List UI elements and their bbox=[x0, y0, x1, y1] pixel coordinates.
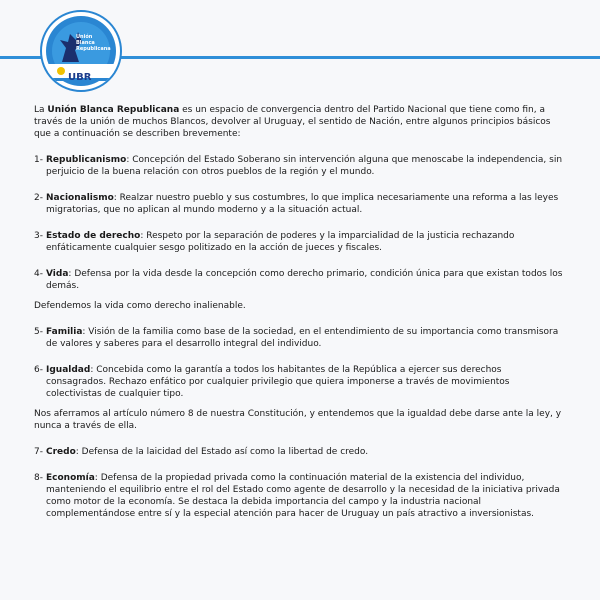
igualdad-note: Nos aferramos al artículo número 8 de nuestra Constitución, y entendemos que la igualdad debe darse ante la ley, y nunca a través de ella. bbox=[34, 409, 562, 431]
logo-line: Blanca bbox=[76, 40, 95, 46]
principle-item: 8- Economía: Defensa de la propiedad privada como la continuación material de la existencia del individuo, manteniendo el equilibrio entre el rol del Estado como agente de desarrollo y la necesidad de la iniciativa privada como motor de la economía. Se destaca la debida importancia del campo y la industria nacional complementándose entre sí y la especial atención para hacer de Uruguay un país atractivo a inversionistas. bbox=[34, 473, 560, 519]
vida-note: Defendemos la vida como derecho inalienable. bbox=[34, 301, 246, 311]
logo-line: Unión bbox=[76, 34, 93, 40]
logo-abbreviation: UBR bbox=[68, 72, 92, 83]
ubr-logo bbox=[40, 10, 122, 92]
principle-title: Republicanismo bbox=[46, 155, 127, 165]
principle-item: 1- Republicanismo: Concepción del Estado Soberano sin intervención alguna que menoscabe la independencia, sin perjuicio de la buena relación con otros pueblos de la región y el mundo. bbox=[34, 155, 563, 177]
logo-wordmark bbox=[76, 34, 116, 52]
principle-title: Vida bbox=[46, 269, 69, 279]
logo-line: Republicana bbox=[76, 46, 111, 52]
principle-item: 3- Estado de derecho: Respeto por la separación de poderes y la imparcialidad de la justicia rechazando enfáticamente cualquier sesgo politizado en la acción de jueces y fiscales. bbox=[34, 231, 515, 253]
intro-paragraph: La Unión Blanca Republicana es un espacio de convergencia dentro del Partido Nacional que tiene como fin, a través de la unión de muchos Blancos, devolver al Uruguay, el sentido de Nación, entre algunos principios básicos que a continuación se describen brevemente: bbox=[34, 105, 551, 139]
principle-item: 2- Nacionalismo: Realzar nuestro pueblo y sus costumbres, lo que implica necesariamente una reforma a las leyes migratorias, que no aplican al mundo moderno y a la situación actual. bbox=[34, 193, 559, 215]
principle-item: 4- Vida: Defensa por la vida desde la concepción como derecho primario, condición única para que existan todos los demás. bbox=[34, 269, 563, 291]
principle-title: Igualdad bbox=[46, 365, 91, 375]
principle-item: 7- Credo: Defensa de la laicidad del Estado así como la libertad de credo. bbox=[34, 447, 369, 457]
principle-item: 5- Familia: Visión de la familia como base de la sociedad, en el entendimiento de su importancia como transmisora de valores y saberes para el desarrollo integral del individuo. bbox=[34, 327, 559, 349]
organization-name: Unión Blanca Republicana bbox=[47, 105, 180, 115]
principle-title: Estado de derecho bbox=[46, 231, 141, 241]
document-body bbox=[34, 104, 564, 534]
principle-title: Nacionalismo bbox=[46, 193, 114, 203]
principle-item: 6- Igualdad: Concebida como la garantía a todos los habitantes de la República a ejercer sus derechos consagrados. Rechazo enfático por cualquier privilegio que quiera imponerse a través de movimientos colectivistas de cualquier tipo. bbox=[34, 365, 510, 399]
principle-title: Economía bbox=[46, 473, 95, 483]
principle-title: Credo bbox=[46, 447, 76, 457]
principle-title: Familia bbox=[46, 327, 83, 337]
